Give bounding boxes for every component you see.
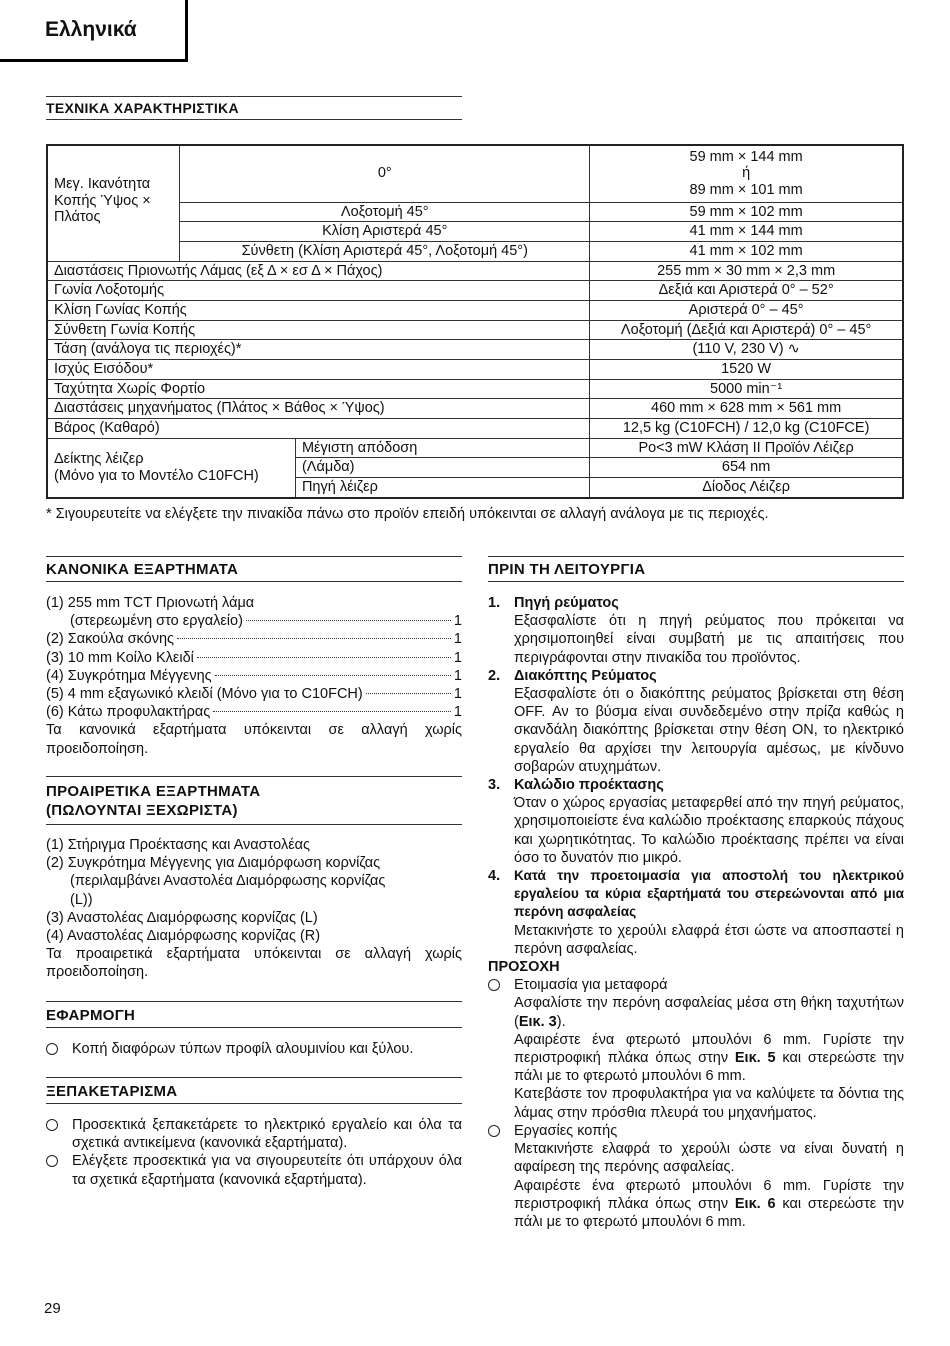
cut-0-or: ή <box>742 165 751 182</box>
circle-bullet-icon <box>488 979 500 991</box>
list-item: (1) Στήριγμα Προέκτασης και Αναστολέας <box>46 837 311 853</box>
caution-title: ΠΡΟΣΟΧΗ <box>488 959 560 976</box>
compound-value: 41 mm × 102 mm <box>590 241 903 261</box>
spec-value: Αριστερά 0° – 45° <box>590 300 903 320</box>
language-tab <box>0 0 188 62</box>
step-title: 3. Καλώδιο προέκτασης <box>488 777 664 794</box>
list-item: (2) Σακούλα σκόνης 1 <box>46 631 462 648</box>
specs-heading: ΤΕΧΝΙΚΑ ΧΑΡΑΚΤΗΡΙΣΤΙΚΑ <box>46 100 239 116</box>
step-text: Εξασφαλίστε ότι ο διακόπτης ρεύματος βρίσκεται στη θέση OFF. Αν το βύσμα είναι συνδεδεμένο στην πρίζα καθώς η σκανδάλη διακόπτης βρίσκεται στην θέση ON, το ηλεκτρικό εργαλείο θα αρχίσει την λειτουργία αμέσως, με κίνδυνο σοβαρών ατυχημάτων. <box>514 686 904 775</box>
spec-value: Δεξιά και Αριστερά 0° – 52° <box>590 281 903 301</box>
caution-text: Κατεβάστε τον προφυλακτήρα για να καλύψετε τα δόντια της λάμας στην πρόσθια πλευρά του μηχανήματος. <box>514 1086 904 1121</box>
spec-label: Σύνθετη Γωνία Κοπής <box>47 320 590 340</box>
cutting-capacity-label: Μεγ. Ικανότητα Κοπής Ύψος × Πλάτος <box>47 145 180 261</box>
page-number: 29 <box>44 1300 61 1317</box>
list-item: (1) 255 mm TCT Πριονωτή λάμα <box>46 595 255 611</box>
laser-label <box>47 438 295 498</box>
spec-value: 460 mm × 628 mm × 561 mm <box>590 399 903 419</box>
divider <box>46 96 462 97</box>
optional-heading-2: (ΠΩΛΟΥΝΤΑΙ ΞΕΧΩΡΙΣΤΑ) <box>46 802 238 819</box>
laser-row-value: 654 nm <box>590 458 903 478</box>
spec-label: Διαστάσεις Πριονωτής Λάμας (εξ Δ × εσ Δ × Πάχος) <box>47 261 590 281</box>
list-item: (L)) <box>70 891 93 908</box>
list-item: (5) 4 mm εξαγωνικό κλειδί (Μόνο για το C10FCH) 1 <box>46 686 462 703</box>
laser-label-1: Δείκτης λέιζερ <box>54 450 144 467</box>
list-item: Προσεκτικά ξεπακετάρετε το ηλεκτρικό εργαλείο και όλα τα σχετικά αντικείμενα (κανονικά εξαρτήματα). <box>46 1116 462 1152</box>
before-operation-list <box>488 594 904 1231</box>
laser-label-2: (Μόνο για το Μοντέλο C10FCH) <box>54 467 259 484</box>
list-item: (4) Αναστολέας Διαμόρφωσης κορνίζας (R) <box>46 928 321 945</box>
divider <box>46 776 462 777</box>
spec-label: Γωνία Λοξοτομής <box>47 281 590 301</box>
application-heading: ΕΦΑΡΜΟΓΗ <box>46 1007 136 1024</box>
divider <box>46 556 462 557</box>
step-title: 4. Κατά την προετοιμασία για αποστολή του ηλεκτρικού εργαλείου τα κύρια εξαρτήματά του στερεώνονται από μια περόνη ασφαλείας <box>488 868 904 920</box>
list-item: (περιλαμβάνει Αναστολέα Διαμόρφωσης κορνίζας <box>70 873 386 890</box>
optional-heading <box>46 782 260 820</box>
list-item: (στερεωμένη στο εργαλείο) 1 <box>70 613 462 630</box>
divider <box>488 581 904 582</box>
laser-row-label: Πηγή λέιζερ <box>295 477 589 497</box>
language-tab-label: Ελληνικά <box>45 18 137 41</box>
spec-label: Ταχύτητα Χωρίς Φορτίο <box>47 379 590 399</box>
spec-label: Ισχύς Εισόδου* <box>47 359 590 379</box>
cut-0-value-1: 59 mm × 144 mm <box>689 148 803 165</box>
divider <box>46 1027 462 1028</box>
laser-row-value: Δίοδος Λέιζερ <box>590 477 903 497</box>
divider <box>46 824 462 825</box>
optional-note: Τα προαιρετικά εξαρτήματα υπόκεινται σε αλλαγή χωρίς προειδοποίηση. <box>46 946 462 981</box>
specs-footnote: * Σιγουρευτείτε να ελέγξετε την πινακίδα πάνω στο προϊόν επειδή υπόκεινται σε αλλαγή ανάλογα με τις περιοχές. <box>46 506 769 522</box>
list-item: (3) Αναστολέας Διαμόρφωσης κορνίζας (L) <box>46 909 318 926</box>
spec-value: 1520 W <box>590 359 903 379</box>
miter45-value: 59 mm × 102 mm <box>590 202 903 222</box>
spec-value: 5000 min⁻¹ <box>590 379 903 399</box>
list-item: (4) Συγκρότημα Μέγγενης 1 <box>46 667 462 684</box>
divider <box>46 119 462 120</box>
divider <box>488 556 904 557</box>
spec-label: Τάση (ανάλογα τις περιοχές)* <box>47 340 590 360</box>
spec-label: Κλίση Γωνίας Κοπής <box>47 300 590 320</box>
miter45-label: Λοξοτομή 45° <box>180 202 590 222</box>
caution-text: Αφαιρέστε ένα φτερωτό μπουλόνι 6 mm. Γυρίστε την περιστροφική πλάκα όπως στην Εικ. 6 και στερεώστε την πάλι με το φτερωτό μπουλόνι 6 mm. <box>514 1177 905 1230</box>
spec-value: Λοξοτομή (Δεξιά και Αριστερά) 0° – 45° <box>590 320 903 340</box>
optional-heading-1: ΠΡΟΑΙΡΕΤΙΚΑ ΕΞΑΡΤΗΜΑΤΑ <box>46 783 261 800</box>
cut-0-value <box>590 145 903 202</box>
application-list <box>46 1040 462 1058</box>
spec-label: Βάρος (Καθαρό) <box>47 418 590 438</box>
circle-bullet-icon <box>46 1119 58 1131</box>
spec-value: (110 V, 230 V) ∿ <box>590 340 903 360</box>
optional-list <box>46 836 462 982</box>
spec-value: 12,5 kg (C10FCH) / 12,0 kg (C10FCE) <box>590 418 903 438</box>
step-title: 2. Διακόπτης Ρεύματος <box>488 667 657 684</box>
circle-bullet-icon <box>488 1125 500 1137</box>
cut-0-label: 0° <box>180 145 590 202</box>
circle-bullet-icon <box>46 1043 58 1055</box>
specs-table <box>46 144 904 499</box>
step-text: Μετακινήστε το χερούλι ελαφρά έτσι ώστε να αποσπαστεί η περόνη ασφαλείας. <box>514 922 904 957</box>
bevel45-value: 41 mm × 144 mm <box>590 222 903 242</box>
caution-text: Μετακινήστε ελαφρά το χερούλι ώστε να είναι δυνατή η αφαίρεση της περόνης ασφαλείας. <box>514 1141 904 1176</box>
spec-label: Διαστάσεις μηχανήματος (Πλάτος × Βάθος × Ύψος) <box>47 399 590 419</box>
cut-0-value-2: 89 mm × 101 mm <box>689 182 803 199</box>
list-item: Κοπή διαφόρων τύπων προφίλ αλουμινίου και ξύλου. <box>46 1040 462 1058</box>
step-text: Εξασφαλίστε ότι η πηγή ρεύματος που πρόκειται να χρησιμοποιηθεί είναι συμβατή με τις απαιτήσεις που περιγράφονται στην πινακίδα του προϊόντος. <box>514 613 904 666</box>
list-item: (2) Συγκρότημα Μέγγενης για Διαμόρφωση κορνίζας <box>46 855 381 872</box>
caution-text: Αφαιρέστε ένα φτερωτό μπουλόνι 6 mm. Γυρίστε την περιστροφική πλάκα όπως στην Εικ. 5 και στερεώστε την πάλι με το φτερωτό μπουλόνι 6 mm. <box>514 1031 905 1085</box>
standard-list <box>46 594 462 758</box>
list-item: (6) Κάτω προφυλακτήρας 1 <box>46 704 462 721</box>
laser-row-label: Μέγιστη απόδοση <box>295 438 589 458</box>
divider <box>46 581 462 582</box>
before-heading: ΠΡΙΝ ΤΗ ΛΕΙΤΟΥΡΓΙΑ <box>488 561 646 578</box>
caution-text: Ασφαλίστε την περόνη ασφαλείας μέσα στη θήκη ταχυτήτων (Εικ. 3). <box>514 995 904 1030</box>
spec-value: 255 mm × 30 mm × 2,3 mm <box>590 261 903 281</box>
unpacking-heading: ΞΕΠΑΚΕΤΑΡΙΣΜΑ <box>46 1083 178 1100</box>
bevel45-label: Κλίση Αριστερά 45° <box>180 222 590 242</box>
laser-row-value: Po<3 mW Κλάση II Προϊόν Λέιζερ <box>590 438 903 458</box>
standard-heading: ΚΑΝΟΝΙΚΑ ΕΞΑΡΤΗΜΑΤΑ <box>46 561 239 578</box>
laser-row-label: (Λάμδα) <box>295 458 589 478</box>
step-text: Όταν ο χώρος εργασίας μεταφερθεί από την πηγή ρεύματος, χρησιμοποιείστε ένα καλώδιο προέκτασης επαρκούς πάχους και χωρητικότητας. Το καλώδιο προέκτασης πρέπει να είναι όσο το δυνατόν πιο μικρό. <box>514 795 904 866</box>
caution-item: Εργασίες κοπής <box>488 1122 904 1140</box>
compound-label: Σύνθετη (Κλίση Αριστερά 45°, Λοξοτομή 45°) <box>180 241 590 261</box>
divider <box>46 1103 462 1104</box>
list-item: (3) 10 mm Κοίλο Κλειδί 1 <box>46 649 462 666</box>
circle-bullet-icon <box>46 1155 58 1167</box>
standard-note: Τα κανονικά εξαρτήματα υπόκεινται σε αλλαγή χωρίς προειδοποίηση. <box>46 722 462 757</box>
list-item: Ελέγξετε προσεκτικά για να σιγουρευτείτε ότι υπάρχουν όλα τα σχετικά εξαρτήματα (κανονικά εξαρτήματα). <box>46 1152 462 1188</box>
divider <box>46 1077 462 1078</box>
caution-item: Ετοιμασία για μεταφορά <box>488 976 904 994</box>
divider <box>46 1001 462 1002</box>
step-title: 1. Πηγή ρεύματος <box>488 595 619 611</box>
unpacking-list <box>46 1116 462 1189</box>
